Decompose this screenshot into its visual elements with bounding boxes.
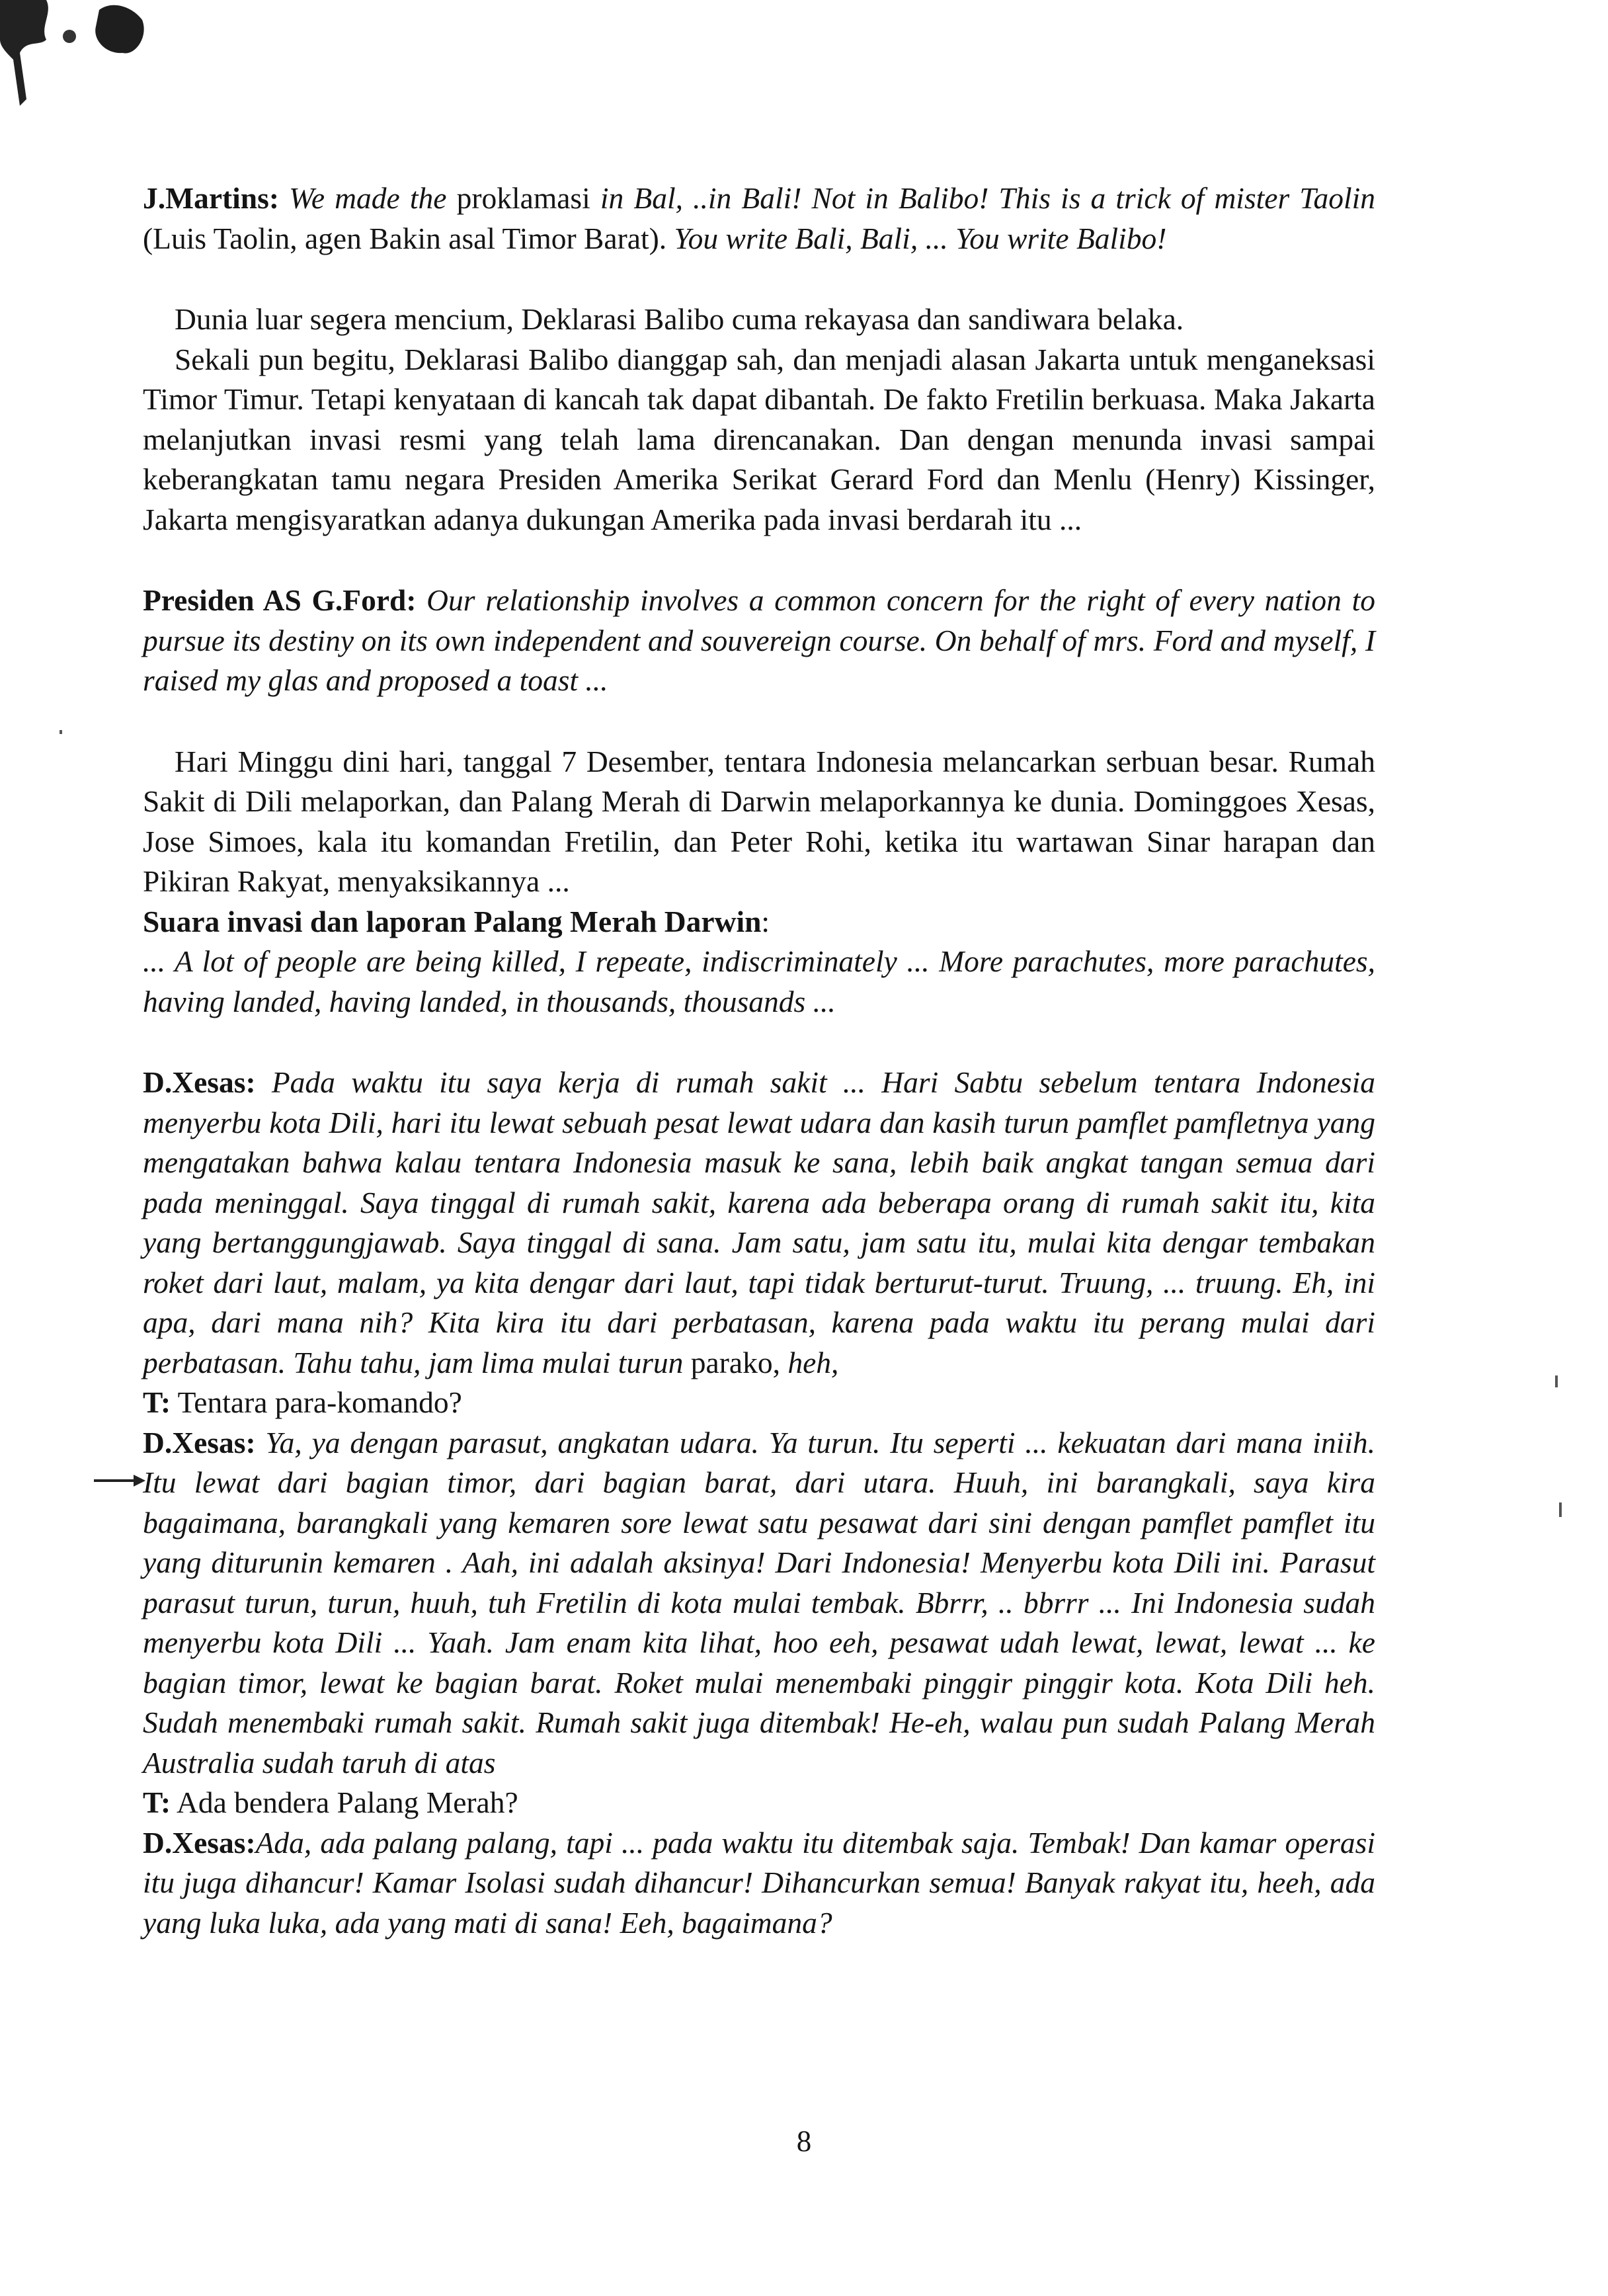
document-page: [143, 179, 1375, 1943]
interview-question: [143, 1383, 1375, 1423]
speaker-label: D.Xesas:: [143, 1065, 256, 1099]
narration-invasion: Hari Minggu dini hari, tanggal 7 Desember, tentara Indonesia melancarkan serbuan besar. Rumah Sakit di Dili melaporkan, dan Palang Merah di Darwin melaporkannya ke dunia. Dominggoes Xesas, Jose Simoes, kala itu komandan Fretilin, dan Peter Rohi, ketika itu wartawan Sinar harapan dan Pikiran Rakyat, menyaksikannya ...: [143, 744, 1375, 898]
quote-text: You write Bali, Bali, ... You write Balibo!: [674, 221, 1167, 255]
ink-blot-mark: [0, 0, 152, 132]
interviewer-label: T:: [143, 1785, 171, 1819]
quote-text: in Bal, ..in Bali! Not in Balibo! This is a trick of mister Taolin: [600, 181, 1375, 215]
answer-text: heh,: [787, 1345, 839, 1379]
quote-text: (Luis Taolin, agen Bakin asal Timor Barat).: [143, 221, 674, 255]
ford-quote: [143, 581, 1375, 701]
quote-text: proklamasi: [446, 181, 600, 215]
interview-answer: [143, 1823, 1375, 1944]
margin-speck: [60, 730, 62, 734]
xesas-interview: [143, 1063, 1375, 1943]
question-text: Tentara para-komando?: [171, 1385, 462, 1419]
paragraph-line: Dunia luar segera mencium, Deklarasi Balibo cuma rekayasa dan sandiwara belaka.: [175, 302, 1184, 336]
answer-text: Pada waktu itu saya kerja di rumah sakit ... Hari Sabtu sebelum tentara Indonesia menyerbu kota Dili, hari itu lewat sebuah pesat lewat udara dan kasih turun pamflet pamfletnya yang mengatakan bahwa kalau tentara Indonesia masuk ke sana, lebih baik angkat tangan semua dari pada meninggal. Saya tinggal di rumah sakit, karena ada beberapa orang di rumah sakit itu, kita yang bertanggungjawab. Saya tinggal di sana. Jam satu, jam satu itu, mulai kita dengar tembakan roket dari laut, malam, ya kita dengar dari laut, tapi tidak berturut-turut. Truung, ... truung. Eh, ini apa, dari mana nih? Kita kira itu dari perbatasan, karena pada waktu itu perang mulai dari perbatasan. Tahu tahu, jam lima mulai turun: [143, 1065, 1375, 1379]
speaker-label: D.Xesas:: [143, 1425, 256, 1459]
speaker-label: Presiden AS G.Ford:: [143, 583, 417, 617]
martins-quote: [143, 179, 1375, 259]
interviewer-label: T:: [143, 1385, 171, 1419]
margin-speck: [1555, 1375, 1558, 1387]
narration-balibo: [143, 300, 1375, 540]
heading-colon: :: [761, 904, 770, 938]
handwritten-arrow-mark: [94, 1473, 147, 1488]
quote-text: We made the: [278, 181, 447, 215]
interview-question: [143, 1783, 1375, 1823]
paragraph-text: Sekali pun begitu, Deklarasi Balibo dianggap sah, dan menjadi alasan Jakarta untuk menganeksasi Timor Timur. Tetapi kenyataan di kancah tak dapat dibantah. De fakto Fretilin berkuasa. Maka Jakarta melanjutkan invasi resmi yang telah lama direncanakan. Dan dengan menunda invasi sampai keberangkatan tamu negara Presiden Amerika Serikat Gerard Ford dan Menlu (Henry) Kissinger, Jakarta mengisyaratkan adanya dukungan Amerika pada invasi berdarah itu ...: [143, 342, 1375, 536]
report-text: ... A lot of people are being killed, I repeate, indiscriminately ... More parachutes, more parachutes, having landed, having landed, in thousands, thousands ...: [143, 944, 1375, 1018]
speaker-label: J.Martins:: [143, 181, 279, 215]
margin-speck: [1559, 1502, 1562, 1517]
question-text: Ada bendera Palang Merah?: [171, 1785, 518, 1819]
interview-answer: [143, 1063, 1375, 1383]
speaker-label: D.Xesas:: [143, 1825, 256, 1860]
section-heading: Suara invasi dan laporan Palang Merah Darwin: [143, 904, 762, 938]
red-cross-report: [143, 902, 1375, 1022]
page-number: 8: [796, 2125, 812, 2158]
answer-text: parako,: [683, 1345, 788, 1379]
answer-text: Ada, ada palang palang, tapi ... pada waktu itu ditembak saja. Tembak! Dan kamar operasi itu juga dihancur! Kamar Isolasi sudah dihancur! Dihancurkan semua! Banyak rakyat itu, heeh, ada yang luka luka, ada yang mati di sana! Eeh, bagaimana?: [143, 1825, 1375, 1940]
interview-answer: [143, 1423, 1375, 1784]
answer-text: Ya, ya dengan parasut, angkatan udara. Ya turun. Itu seperti ... kekuatan dari mana iniih. Itu lewat dari bagian timor, dari bagian barat, dari utara. Huuh, ini barangkali, saya kira bagaimana, barangkali yang kemaren sore lewat satu pesawat dari sini dengan pamflet pamflet itu yang diturunin kemaren . Aah, ini adalah aksinya! Dari Indonesia! Menyerbu kota Dili ini. Parasut parasut turun, turun, huuh, tuh Fretilin di kota mulai tembak. Bbrrr, .. bbrrr ... Ini Indonesia sudah menyerbu kota Dili ... Yaah. Jam enam kita lihat, hoo eeh, pesawat udah lewat, lewat, lewat ... ke bagian timor, lewat ke bagian barat. Roket mulai menembaki pinggir pinggir kota. Kota Dili heh. Sudah menembaki rumah sakit. Rumah sakit juga ditembak! He-eh, walau pun sudah Palang Merah Australia sudah taruh di atas: [143, 1425, 1375, 1780]
quote-text: Our relationship involves a common concern for the right of every nation to pursue its destiny on its own independent and souvereign course. On behalf of mrs. Ford and myself, I raised my glas and proposed a toast ...: [143, 583, 1375, 697]
